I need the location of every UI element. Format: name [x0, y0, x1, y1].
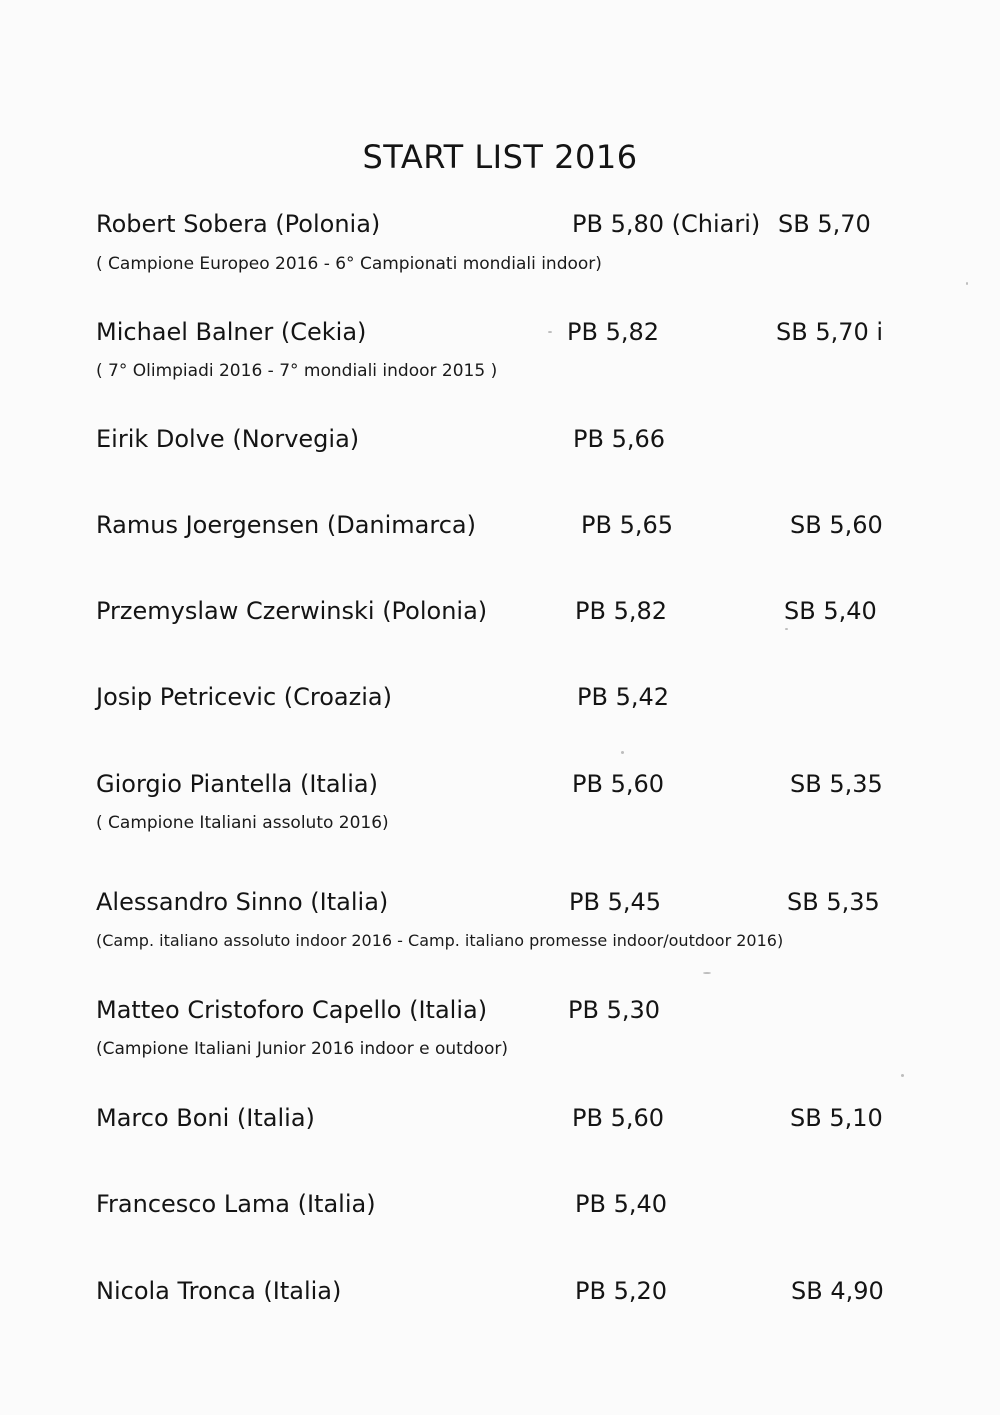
scan-speck — [966, 282, 968, 285]
page-title: START LIST 2016 — [362, 138, 638, 176]
athlete-sb: SB 5,70 i — [776, 318, 884, 346]
athlete-pb: PB 5,40 — [575, 1190, 668, 1218]
scan-speck — [621, 751, 624, 754]
athlete-name: Michael Balner (Cekia) — [96, 318, 367, 346]
athlete-note: (Campione Italiani Junior 2016 indoor e outdoor) — [96, 1039, 509, 1059]
athlete-name: Marco Boni (Italia) — [96, 1104, 315, 1132]
athlete-pb: PB 5,42 — [577, 683, 670, 711]
scan-speck — [785, 628, 788, 630]
athlete-pb: PB 5,82 — [575, 597, 668, 625]
athlete-note: ( Campione Italiani assoluto 2016) — [96, 813, 389, 833]
athlete-name: Ramus Joergensen (Danimarca) — [96, 511, 476, 539]
athlete-sb: SB 5,10 — [790, 1104, 883, 1132]
athlete-pb: PB 5,60 — [572, 1104, 665, 1132]
athlete-name: Josip Petricevic (Croazia) — [96, 683, 392, 711]
athlete-sb: SB 5,40 — [784, 597, 877, 625]
athlete-sb: SB 4,90 — [791, 1277, 884, 1305]
athlete-pb: PB 5,66 — [573, 425, 666, 453]
scan-speck — [901, 1074, 904, 1077]
athlete-pb: PB 5,20 — [575, 1277, 668, 1305]
athlete-sb: SB 5,60 — [790, 511, 883, 539]
athlete-name: Alessandro Sinno (Italia) — [96, 888, 389, 916]
athlete-note: ( 7° Olimpiadi 2016 - 7° mondiali indoor 2015 ) — [96, 361, 498, 381]
athlete-name: Giorgio Piantella (Italia) — [96, 770, 378, 798]
athlete-sb: SB 5,35 — [790, 770, 883, 798]
athlete-note: (Camp. italiano assoluto indoor 2016 - Camp. italiano promesse indoor/outdoor 2016) — [96, 931, 784, 950]
athlete-name: Nicola Tronca (Italia) — [96, 1277, 342, 1305]
athlete-name: Przemyslaw Czerwinski (Polonia) — [96, 597, 488, 625]
athlete-pb: PB 5,60 — [572, 770, 665, 798]
athlete-sb: SB 5,35 — [787, 888, 880, 916]
athlete-sb: SB 5,70 — [778, 210, 871, 238]
athlete-name: Robert Sobera (Polonia) — [96, 210, 381, 238]
scan-speck — [703, 972, 711, 974]
athlete-name: Eirik Dolve (Norvegia) — [96, 425, 360, 453]
athlete-pb: PB 5,82 — [567, 318, 660, 346]
athlete-pb: PB 5,30 — [568, 996, 661, 1024]
athlete-pb: PB 5,80 (Chiari) — [572, 210, 761, 238]
athlete-pb: PB 5,45 — [569, 888, 662, 916]
athlete-name: Francesco Lama (Italia) — [96, 1190, 376, 1218]
athlete-name: Matteo Cristoforo Capello (Italia) — [96, 996, 488, 1024]
athlete-pb: PB 5,65 — [581, 511, 674, 539]
scan-speck — [548, 331, 552, 333]
athlete-note: ( Campione Europeo 2016 - 6° Campionati mondiali indoor) — [96, 254, 602, 274]
